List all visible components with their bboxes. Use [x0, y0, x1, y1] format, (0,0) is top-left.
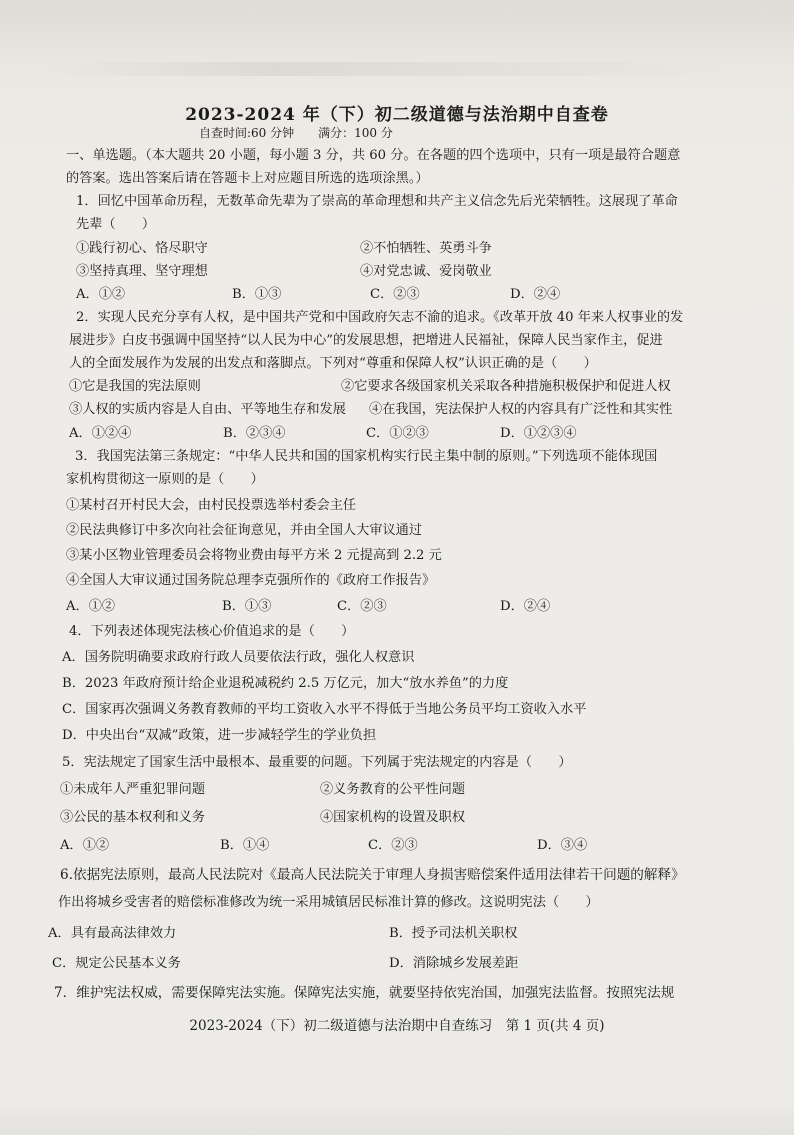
q1-option-c: C．②③ — [370, 287, 420, 302]
q2-item-2: ②它要求各级国家机关采取各种措施积极保护和促进人权 — [341, 379, 671, 394]
q6-stem-cont: 作出将城乡受害者的赔偿标准修改为统一采用城镇居民标准计算的修改。这说明宪法（ ） — [58, 895, 599, 910]
q3-stem: 3．我国宪法第三条规定：“中华人民共和国的国家机构实行民主集中制的原则。”下列选项不能体现国 — [75, 449, 658, 464]
q3-stem-cont: 家机构贯彻这一原则的是（ ） — [66, 472, 264, 487]
q2-option-b: B．②③④ — [223, 426, 286, 441]
q4-option-b: B．2023 年政府预计给企业退税减税约 2.5 万亿元，加大“放水养鱼”的力度 — [62, 676, 509, 691]
page-footer: 2023-2024（下）初二级道德与法治期中自查练习 第 1 页(共 4 页) — [189, 1018, 605, 1034]
q2-item-4: ④在我国，宪法保护人权的内容具有广泛性和其实性 — [369, 402, 673, 417]
q2-option-c: C．①②③ — [366, 426, 429, 441]
q6-option-a: A．具有最高法律效力 — [48, 926, 177, 941]
q1-option-a: A．①② — [76, 287, 126, 302]
q2-item-3: ③人权的实质内容是人自由、平等地生存和发展 — [69, 402, 346, 417]
q1-item-2: ②不怕牺牲、英勇斗争 — [360, 241, 492, 256]
q2-stem-cont-2: 人的全面发展作为发展的出发点和落脚点。下列对“尊重和保障人权”认识正确的是（ ） — [69, 356, 597, 371]
q2-item-1: ①它是我国的宪法原则 — [69, 379, 201, 394]
section-heading: 一、单选题。（本大题共 20 小题，每小题 3 分，共 60 分。在各题的四个选项中，只有一项是最符合题意 — [66, 148, 681, 163]
q5-option-a: A．①② — [60, 838, 110, 853]
q5-item-2: ②义务教育的公平性问题 — [320, 782, 466, 797]
q5-item-4: ④国家机构的设置及职权 — [320, 810, 466, 825]
q3-item-1: ①某村召开村民大会，由村民投票选举村委会主任 — [66, 498, 357, 513]
exam-title: 2023-2024 年（下）初二级道德与法治期中自查卷 — [185, 105, 609, 125]
section-heading-cont: 的答案。选出答案后请在答题卡上对应题目所选的选项涂黑。） — [66, 171, 429, 186]
q4-option-c: C．国家再次强调义务教育教师的平均工资收入水平不得低于当地公务员平均工资收入水平 — [62, 702, 587, 717]
q1-stem: 1．回忆中国革命历程，无数革命先辈为了崇高的革命理想和共产主义信念先后光荣牺牲。这展现了革命 — [76, 194, 678, 209]
q1-item-3: ③坚持真理、坚守理想 — [76, 264, 208, 279]
q6-stem: 6.依据宪法原则，最高人民法院对《最高人民法院关于审理人身损害赔偿案件适用法律若干问题的解释》 — [60, 867, 685, 883]
q2-stem: 2．实现人民充分享有人权，是中国共产党和中国政府矢志不渝的追求。《改革开放 40 年来人权事业的发 — [76, 310, 684, 325]
exam-subtitle: 自查时间:60 分钟 满分：100 分 — [199, 126, 393, 140]
q5-option-c: C．②③ — [368, 838, 418, 853]
q6-option-d: D．消除城乡发展差距 — [389, 956, 519, 971]
q3-item-4: ④全国人大审议通过国务院总理李克强所作的《政府工作报告》 — [66, 573, 436, 588]
q3-item-2: ②民法典修订中多次向社会征询意见，并由全国人大审议通过 — [66, 523, 423, 538]
q4-option-a: A．国务院明确要求政府行政人员要依法行政，强化人权意识 — [62, 650, 415, 665]
q3-option-b: B．①③ — [222, 599, 272, 614]
q5-stem: 5．宪法规定了国家生活中最根本、最重要的问题。下列属于宪法规定的内容是（ ） — [62, 755, 572, 770]
scan-bottom-shade — [0, 1100, 794, 1135]
q2-option-d: D．①②③④ — [500, 426, 577, 441]
q5-option-d: D．③④ — [537, 838, 588, 853]
q5-option-b: B．①④ — [220, 838, 270, 853]
scan-bleed — [40, 62, 740, 76]
q5-item-3: ③公民的基本权利和义务 — [60, 810, 206, 825]
q3-option-c: C．②③ — [337, 599, 387, 614]
q3-option-a: A．①② — [66, 599, 116, 614]
q1-item-1: ①践行初心、恪尽职守 — [76, 241, 208, 256]
q1-stem-cont: 先辈（ ） — [76, 217, 156, 232]
q6-option-b: B．授予司法机关职权 — [389, 926, 518, 941]
q2-stem-cont-1: 展进步》白皮书强调中国坚持“以人民为中心”的发展思想，把增进人民福祉，保障人民当家作主，促进 — [69, 333, 663, 348]
q1-option-b: B．①③ — [232, 287, 282, 302]
q1-item-4: ④对党忠诚、爱岗敬业 — [360, 264, 492, 279]
q3-item-3: ③某小区物业管理委员会将物业费由每平方米 2 元提高到 2.2 元 — [66, 548, 442, 563]
q3-option-d: D．②④ — [500, 599, 551, 614]
q6-option-c: C．规定公民基本义务 — [52, 956, 181, 971]
q4-option-d: D．中央出台“双减”政策，进一步减轻学生的学业负担 — [62, 728, 377, 743]
q4-stem: 4．下列表述体现宪法核心价值追求的是（ ） — [69, 624, 355, 639]
q2-option-a: A．①②④ — [69, 426, 132, 441]
q1-option-d: D．②④ — [510, 287, 561, 302]
q5-item-1: ①未成年人严重犯罪问题 — [60, 782, 206, 797]
q7-stem: 7．维护宪法权威，需要保障宪法实施。保障宪法实施，就要坚持依宪治国，加强宪法监督。按照宪法规 — [54, 985, 675, 1001]
